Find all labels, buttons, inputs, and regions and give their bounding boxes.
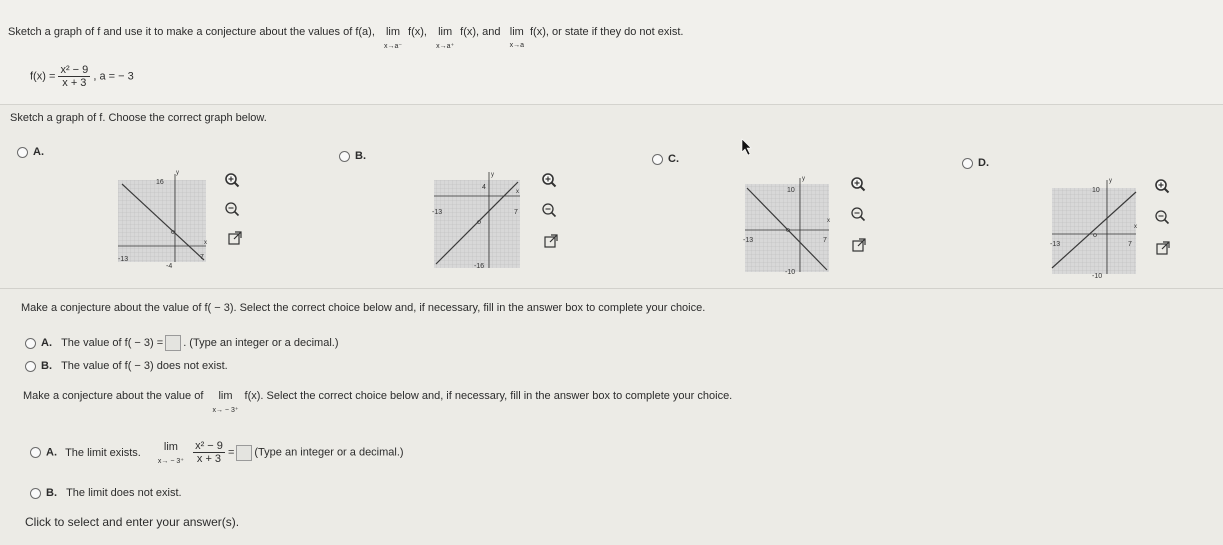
graph-d-y-bottom: -10 — [1092, 273, 1103, 280]
footer-instruction: Click to select and enter your answer(s). — [25, 515, 240, 529]
graph-a-x-left: -13 — [118, 256, 129, 263]
graph-a-y-top: 16 — [156, 179, 164, 186]
graph-option-a[interactable]: A. — [17, 146, 44, 158]
graph-d-y-top: 10 — [1092, 187, 1100, 194]
part3-limit: lim x→ − 3⁺ — [212, 390, 239, 414]
graph-c-y-label: y — [802, 176, 805, 182]
graph-b-y-bottom: -16 — [474, 263, 485, 270]
graph-c-x-right: 7 — [823, 237, 827, 244]
question-intro: Sketch a graph of f and use it to make a conjecture about the values of f(a), — [8, 26, 375, 38]
part3-option-a[interactable]: A. The limit exists. lim x→ − 3⁺ $\frac{\text{x² − 9}}{x + 3}$ = (Type an integer or a decimal.) — [30, 440, 404, 465]
part2-prompt: Make a conjecture about the value of f( − 3). Select the correct choice below and, if necessary, fill in the answer box to complete your choice. — [21, 302, 706, 314]
question-header — [0, 0, 1223, 105]
zoom-in-icon[interactable] — [541, 172, 557, 188]
zoom-out-icon[interactable] — [541, 202, 557, 218]
question-text: Sketch a graph of f and use it to make a conjecture about the values of f(a), lim x→a⁻ f(x), lim x→a⁺ f(x), and lim x→a f(x), or state if they do not exist. — [8, 26, 684, 50]
graph-a — [118, 168, 206, 272]
zoom-in-icon[interactable] — [850, 176, 866, 192]
graph-b-x-right: 7 — [514, 209, 518, 216]
popout-icon[interactable] — [227, 230, 243, 246]
graph-option-c[interactable]: C. — [652, 153, 679, 165]
graph-d-x-left: -13 — [1050, 241, 1061, 248]
popout-icon[interactable] — [543, 233, 559, 249]
graph-a-x-label: x — [204, 240, 207, 246]
radio-part3-b[interactable] — [30, 488, 41, 499]
radio-b[interactable] — [339, 151, 350, 162]
part2-option-a[interactable]: A. The value of f( − 3) = . (Type an integer or a decimal.) — [25, 335, 338, 351]
zoom-in-icon[interactable] — [1154, 178, 1170, 194]
graph-a-y-label: y — [176, 170, 179, 176]
graph-d — [1050, 178, 1138, 282]
zoom-in-icon[interactable] — [224, 172, 240, 188]
radio-part2-a[interactable] — [25, 338, 36, 349]
graph-b-y-label: y — [491, 172, 494, 178]
zoom-out-icon[interactable] — [1154, 209, 1170, 225]
answer-input-f-value[interactable] — [165, 335, 181, 351]
popout-icon[interactable] — [1155, 240, 1171, 256]
section-divider — [0, 288, 1223, 289]
radio-c[interactable] — [652, 154, 663, 165]
graph-b-x-label: x — [516, 189, 519, 195]
graph-c-y-bottom: -10 — [785, 269, 796, 276]
graph-d-x-right: 7 — [1128, 241, 1132, 248]
graph-d-x-label: x — [1134, 224, 1137, 230]
graph-c-y-top: 10 — [787, 187, 795, 194]
graph-c — [743, 174, 831, 278]
popout-icon[interactable] — [851, 237, 867, 253]
zoom-out-icon[interactable] — [224, 201, 240, 217]
graph-b-y-top: 4 — [482, 184, 486, 191]
radio-part3-a[interactable] — [30, 447, 41, 458]
graph-a-x-right: 7 — [200, 254, 204, 261]
graph-c-x-label: x — [827, 218, 830, 224]
graph-d-y-label: y — [1109, 178, 1112, 184]
graph-option-d[interactable]: D. — [962, 157, 989, 169]
answer-input-limit-value[interactable] — [236, 445, 252, 461]
part1-prompt: Sketch a graph of f. Choose the correct graph below. — [10, 112, 267, 124]
function-definition: f(x) = $\frac{\text{x² − 9}}{x + 3}$ , a = − 3 — [30, 64, 134, 89]
part3-option-b[interactable]: B. The limit does not exist. — [30, 487, 182, 499]
graph-option-b[interactable]: B. — [339, 150, 366, 162]
part3-option-a-fraction: $\frac{\text{x² − 9}}{x + 3}$ — [195, 440, 223, 465]
radio-part2-b[interactable] — [25, 361, 36, 372]
zoom-out-icon[interactable] — [850, 206, 866, 222]
limit-two-sided: lim x→a — [509, 26, 524, 49]
part2-option-b[interactable]: B. The value of f( − 3) does not exist. — [25, 360, 228, 372]
radio-d[interactable] — [962, 158, 973, 169]
mouse-cursor-icon — [741, 138, 753, 156]
graph-c-x-left: -13 — [743, 237, 754, 244]
graph-a-y-bottom: -4 — [166, 263, 173, 270]
part3-option-a-limit: lim x→ − 3⁺ — [157, 440, 184, 465]
function-fraction: $\frac{\text{x² − 9}}{x + 3}$ — [60, 64, 89, 89]
graph-b-x-left: -13 — [432, 209, 443, 216]
limit-right: lim x→a⁺ — [436, 26, 455, 50]
graph-b — [432, 168, 520, 272]
part3-prompt: Make a conjecture about the value of lim x→ − 3⁺ f(x). Select the correct choice below and, if necessary, fill in the answer box to complete your choice. — [23, 390, 733, 414]
radio-a[interactable] — [17, 147, 28, 158]
limit-left: lim x→a⁻ — [383, 26, 403, 50]
